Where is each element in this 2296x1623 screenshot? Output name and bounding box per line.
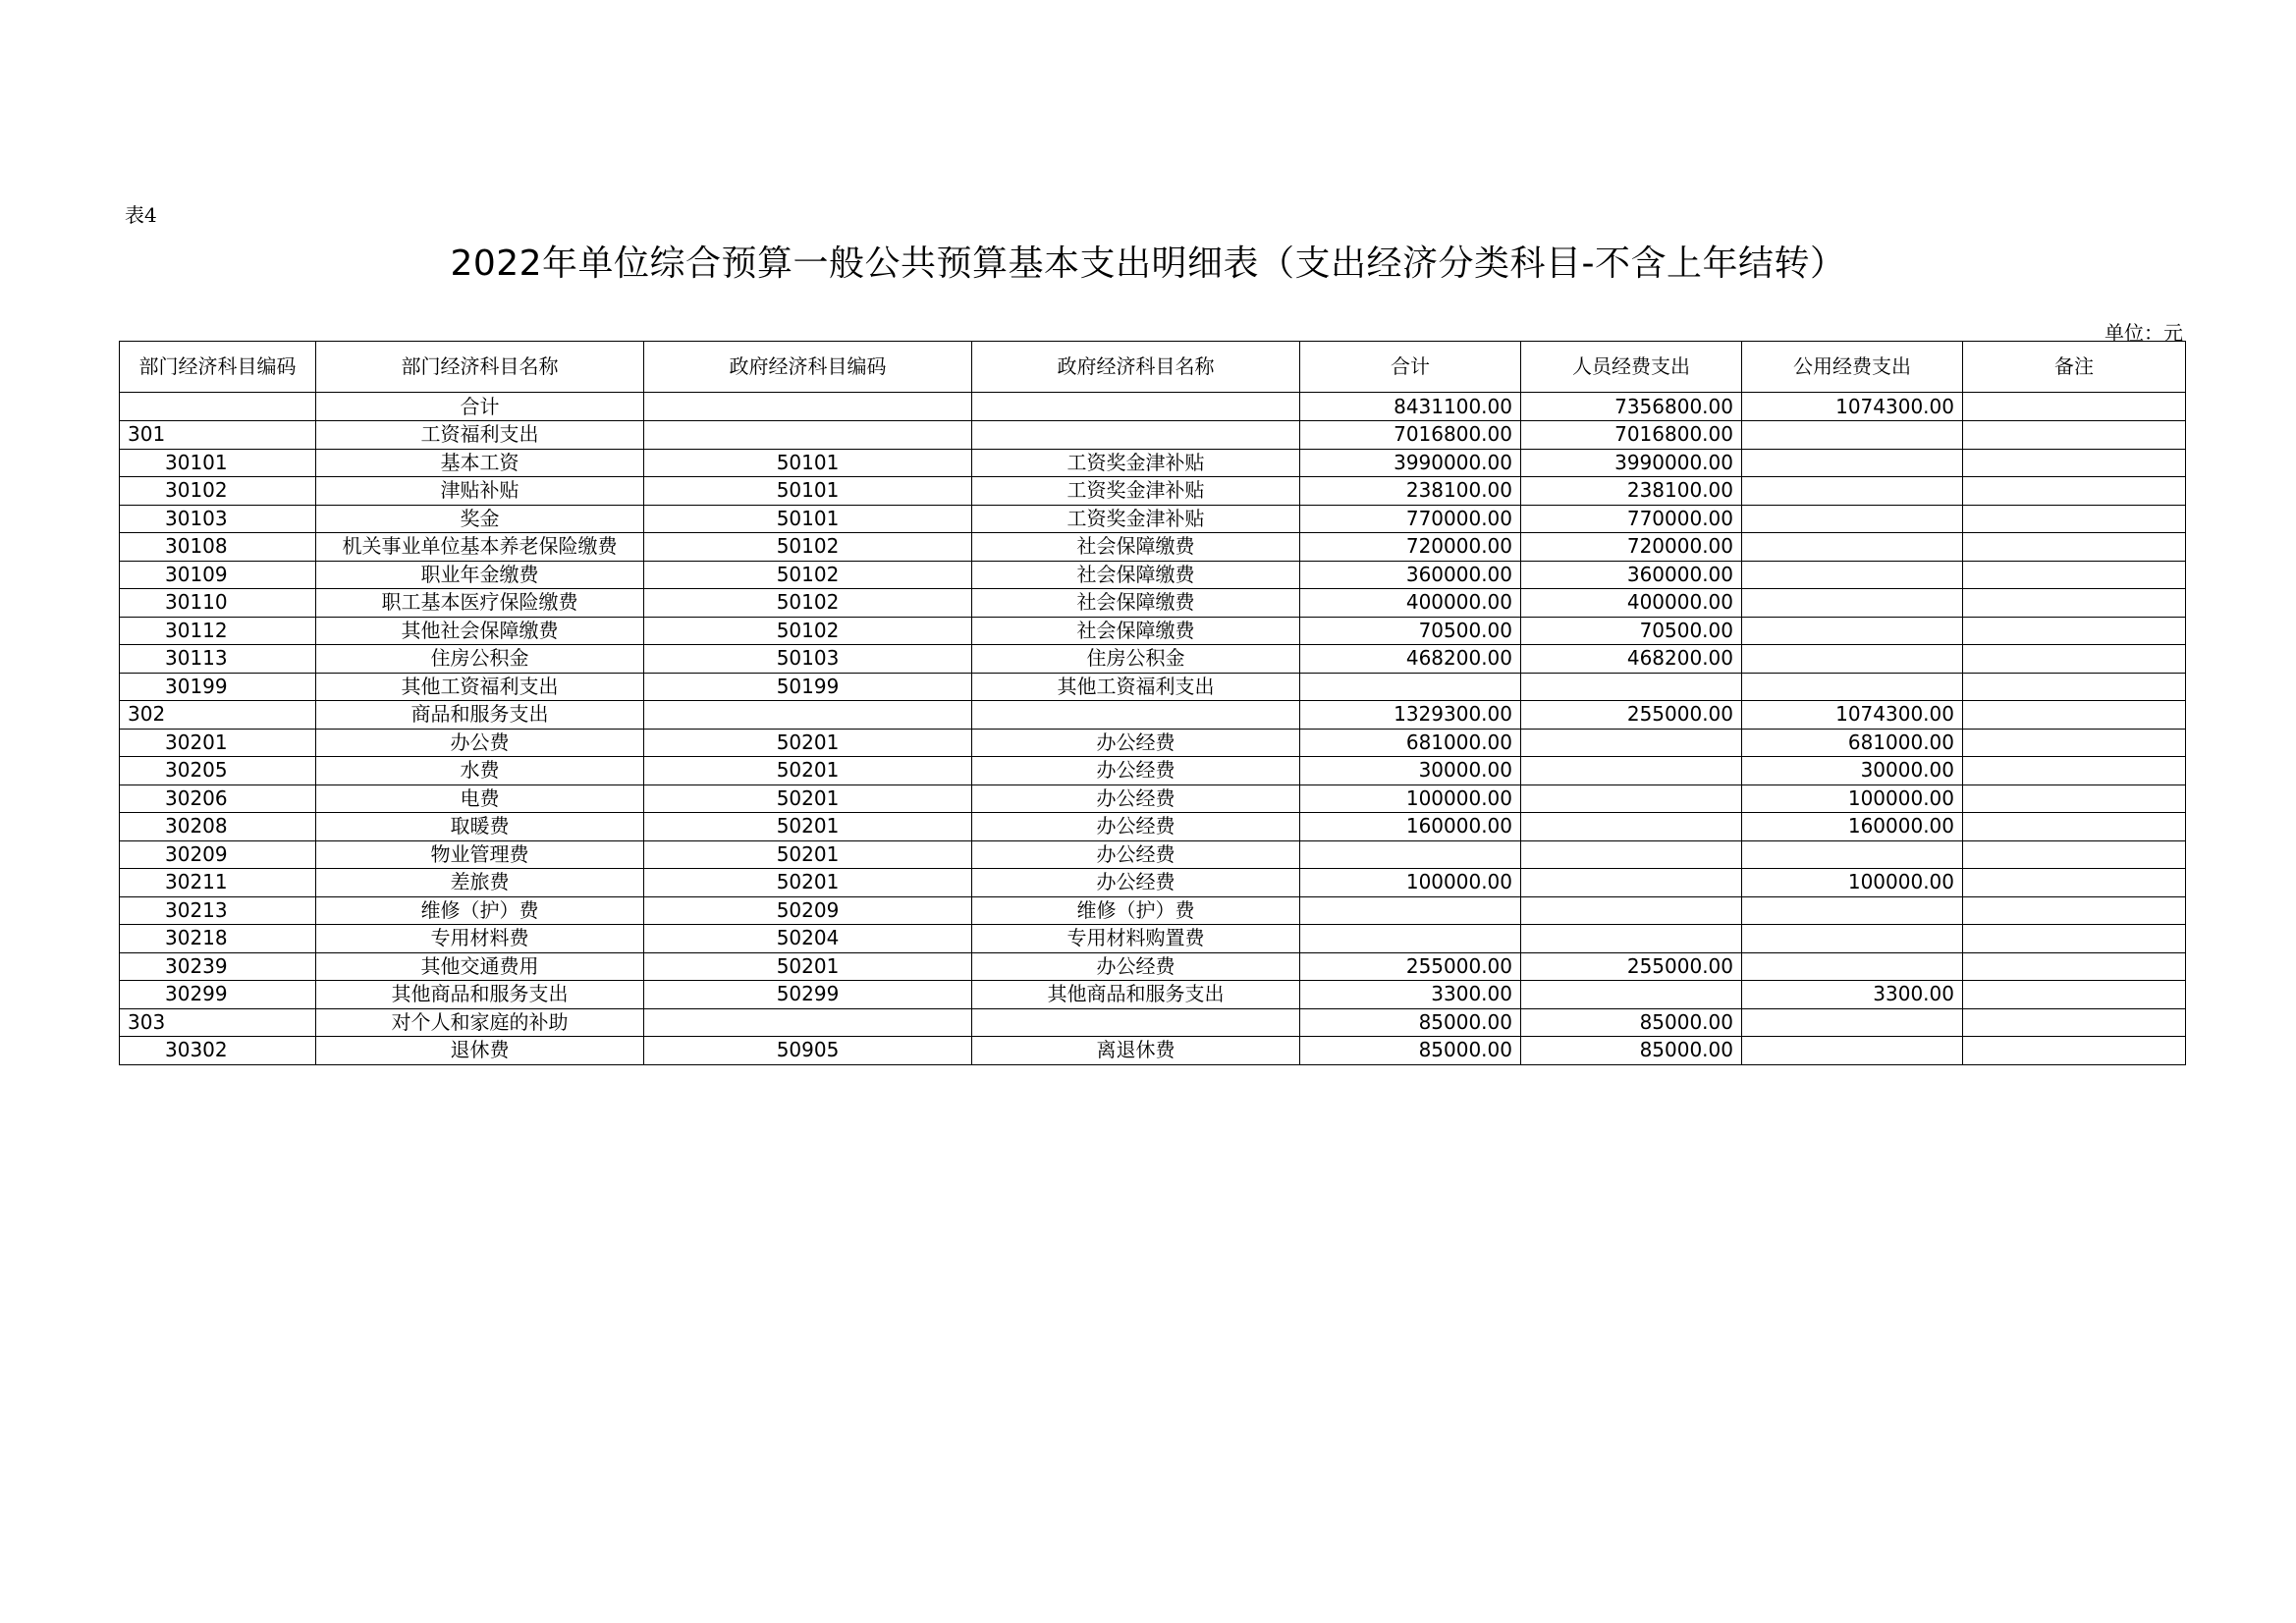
- cell-public: [1742, 533, 1963, 562]
- table-row: [120, 1037, 2186, 1065]
- cell-dept-name: 住房公积金: [316, 645, 644, 674]
- table-row: [120, 617, 2186, 645]
- cell-gov-code: [644, 421, 972, 450]
- cell-gov-code: 50102: [644, 533, 972, 562]
- cell-gov-name: 办公经费: [972, 840, 1300, 869]
- cell-gov-name: 住房公积金: [972, 645, 1300, 674]
- cell-public: [1742, 673, 1963, 701]
- cell-personnel: 255000.00: [1521, 701, 1742, 730]
- table-row: [120, 729, 2186, 757]
- table-row: [120, 477, 2186, 506]
- cell-gov-code: [644, 1008, 972, 1037]
- cell-total: [1300, 840, 1521, 869]
- cell-public: [1742, 505, 1963, 533]
- cell-gov-code: [644, 393, 972, 421]
- cell-personnel: 360000.00: [1521, 561, 1742, 589]
- cell-gov-code: 50101: [644, 449, 972, 477]
- cell-remark: [1963, 701, 2186, 730]
- cell-gov-code: 50102: [644, 561, 972, 589]
- cell-dept-name: 其他工资福利支出: [316, 673, 644, 701]
- cell-total: [1300, 925, 1521, 953]
- header-public: 公用经费支出: [1742, 342, 1963, 393]
- header-gov-code: 政府经济科目编码: [644, 342, 972, 393]
- cell-remark: [1963, 896, 2186, 925]
- table-body: [120, 393, 2186, 1065]
- cell-personnel: 770000.00: [1521, 505, 1742, 533]
- cell-personnel: 85000.00: [1521, 1037, 1742, 1065]
- cell-gov-name: 社会保障缴费: [972, 617, 1300, 645]
- table-row: [120, 533, 2186, 562]
- cell-dept-name: 取暖费: [316, 813, 644, 841]
- cell-personnel: 400000.00: [1521, 589, 1742, 618]
- cell-dept-code: 30103: [120, 505, 316, 533]
- table-row: [120, 952, 2186, 981]
- cell-dept-name: 办公费: [316, 729, 644, 757]
- cell-dept-code: 30208: [120, 813, 316, 841]
- cell-dept-name: 维修（护）费: [316, 896, 644, 925]
- table-row: [120, 813, 2186, 841]
- cell-dept-code: 30218: [120, 925, 316, 953]
- cell-total: 360000.00: [1300, 561, 1521, 589]
- cell-personnel: 7016800.00: [1521, 421, 1742, 450]
- cell-dept-name: 其他商品和服务支出: [316, 981, 644, 1009]
- cell-remark: [1963, 729, 2186, 757]
- table-row: [120, 896, 2186, 925]
- cell-gov-name: [972, 421, 1300, 450]
- cell-personnel: [1521, 729, 1742, 757]
- cell-total: [1300, 896, 1521, 925]
- cell-remark: [1963, 952, 2186, 981]
- cell-dept-code: 30205: [120, 757, 316, 785]
- cell-public: 1074300.00: [1742, 393, 1963, 421]
- cell-gov-name: 社会保障缴费: [972, 589, 1300, 618]
- cell-personnel: 255000.00: [1521, 952, 1742, 981]
- cell-gov-code: 50101: [644, 477, 972, 506]
- header-dept-name: 部门经济科目名称: [316, 342, 644, 393]
- cell-personnel: [1521, 757, 1742, 785]
- cell-gov-name: 工资奖金津补贴: [972, 477, 1300, 506]
- header-row: [120, 342, 2186, 393]
- table-row: [120, 925, 2186, 953]
- cell-dept-code: 30211: [120, 869, 316, 897]
- cell-personnel: [1521, 981, 1742, 1009]
- cell-total: 770000.00: [1300, 505, 1521, 533]
- cell-public: [1742, 589, 1963, 618]
- cell-remark: [1963, 505, 2186, 533]
- cell-public: [1742, 952, 1963, 981]
- cell-gov-code: [644, 701, 972, 730]
- cell-total: 160000.00: [1300, 813, 1521, 841]
- table-row: [120, 645, 2186, 674]
- cell-gov-code: 50103: [644, 645, 972, 674]
- header-dept-code: 部门经济科目编码: [120, 342, 316, 393]
- cell-gov-code: 50201: [644, 729, 972, 757]
- cell-dept-name: 基本工资: [316, 449, 644, 477]
- cell-gov-name: 其他工资福利支出: [972, 673, 1300, 701]
- cell-personnel: [1521, 869, 1742, 897]
- cell-personnel: [1521, 840, 1742, 869]
- cell-personnel: 85000.00: [1521, 1008, 1742, 1037]
- cell-dept-name: 机关事业单位基本养老保险缴费: [316, 533, 644, 562]
- header-remark: 备注: [1963, 342, 2186, 393]
- cell-remark: [1963, 757, 2186, 785]
- cell-gov-name: 办公经费: [972, 952, 1300, 981]
- cell-gov-code: 50204: [644, 925, 972, 953]
- cell-total: 255000.00: [1300, 952, 1521, 981]
- cell-gov-name: 办公经费: [972, 757, 1300, 785]
- cell-personnel: [1521, 925, 1742, 953]
- cell-dept-code: 30109: [120, 561, 316, 589]
- cell-gov-name: 办公经费: [972, 869, 1300, 897]
- cell-gov-name: 其他商品和服务支出: [972, 981, 1300, 1009]
- cell-gov-code: 50201: [644, 813, 972, 841]
- cell-public: 160000.00: [1742, 813, 1963, 841]
- cell-remark: [1963, 673, 2186, 701]
- cell-total: 238100.00: [1300, 477, 1521, 506]
- cell-remark: [1963, 925, 2186, 953]
- cell-dept-code: 301: [120, 421, 316, 450]
- cell-dept-name: 津贴补贴: [316, 477, 644, 506]
- cell-dept-code: 30108: [120, 533, 316, 562]
- cell-public: [1742, 421, 1963, 450]
- cell-dept-name: 退休费: [316, 1037, 644, 1065]
- cell-remark: [1963, 784, 2186, 813]
- header-personnel: 人员经费支出: [1521, 342, 1742, 393]
- cell-dept-name: 商品和服务支出: [316, 701, 644, 730]
- cell-dept-code: 30302: [120, 1037, 316, 1065]
- table-row: [120, 1008, 2186, 1037]
- cell-total: 3300.00: [1300, 981, 1521, 1009]
- cell-dept-name: 电费: [316, 784, 644, 813]
- cell-personnel: 70500.00: [1521, 617, 1742, 645]
- cell-total: 681000.00: [1300, 729, 1521, 757]
- cell-gov-code: 50299: [644, 981, 972, 1009]
- table-row: [120, 840, 2186, 869]
- cell-public: [1742, 449, 1963, 477]
- cell-dept-code: 30199: [120, 673, 316, 701]
- budget-table: [119, 341, 2186, 1065]
- table-row: [120, 393, 2186, 421]
- cell-gov-name: 社会保障缴费: [972, 561, 1300, 589]
- cell-dept-code: 30113: [120, 645, 316, 674]
- cell-dept-code: 303: [120, 1008, 316, 1037]
- cell-remark: [1963, 869, 2186, 897]
- cell-gov-name: 办公经费: [972, 813, 1300, 841]
- cell-personnel: [1521, 673, 1742, 701]
- cell-gov-name: [972, 393, 1300, 421]
- cell-gov-code: 50101: [644, 505, 972, 533]
- cell-dept-name: 其他社会保障缴费: [316, 617, 644, 645]
- cell-remark: [1963, 1037, 2186, 1065]
- cell-dept-code: 30239: [120, 952, 316, 981]
- cell-gov-code: 50201: [644, 869, 972, 897]
- table-row: [120, 701, 2186, 730]
- cell-gov-name: 工资奖金津补贴: [972, 449, 1300, 477]
- cell-personnel: 720000.00: [1521, 533, 1742, 562]
- table-row: [120, 673, 2186, 701]
- table-row: [120, 981, 2186, 1009]
- cell-dept-name: 物业管理费: [316, 840, 644, 869]
- cell-gov-name: 办公经费: [972, 784, 1300, 813]
- cell-dept-name: 职业年金缴费: [316, 561, 644, 589]
- cell-dept-code: 30201: [120, 729, 316, 757]
- unit-label: 单位：元: [2105, 321, 2183, 345]
- cell-public: [1742, 1037, 1963, 1065]
- cell-dept-code: [120, 393, 316, 421]
- cell-remark: [1963, 477, 2186, 506]
- cell-dept-name: 工资福利支出: [316, 421, 644, 450]
- table-row: [120, 421, 2186, 450]
- cell-gov-name: 办公经费: [972, 729, 1300, 757]
- cell-gov-code: 50201: [644, 784, 972, 813]
- cell-total: 8431100.00: [1300, 393, 1521, 421]
- cell-remark: [1963, 1008, 2186, 1037]
- cell-personnel: [1521, 784, 1742, 813]
- cell-public: 681000.00: [1742, 729, 1963, 757]
- cell-remark: [1963, 981, 2186, 1009]
- cell-dept-name: 水费: [316, 757, 644, 785]
- cell-gov-name: 维修（护）费: [972, 896, 1300, 925]
- cell-dept-code: 30213: [120, 896, 316, 925]
- cell-total: 3990000.00: [1300, 449, 1521, 477]
- table-row: [120, 784, 2186, 813]
- cell-public: 100000.00: [1742, 869, 1963, 897]
- cell-dept-name: 对个人和家庭的补助: [316, 1008, 644, 1037]
- cell-remark: [1963, 421, 2186, 450]
- cell-total: 7016800.00: [1300, 421, 1521, 450]
- cell-gov-name: 离退休费: [972, 1037, 1300, 1065]
- cell-total: 85000.00: [1300, 1008, 1521, 1037]
- cell-gov-name: [972, 701, 1300, 730]
- cell-gov-name: 工资奖金津补贴: [972, 505, 1300, 533]
- cell-public: [1742, 840, 1963, 869]
- cell-personnel: [1521, 896, 1742, 925]
- cell-dept-name: 其他交通费用: [316, 952, 644, 981]
- cell-public: [1742, 896, 1963, 925]
- cell-public: 30000.00: [1742, 757, 1963, 785]
- cell-remark: [1963, 533, 2186, 562]
- cell-public: [1742, 561, 1963, 589]
- cell-total: 720000.00: [1300, 533, 1521, 562]
- cell-dept-code: 30110: [120, 589, 316, 618]
- cell-personnel: 7356800.00: [1521, 393, 1742, 421]
- cell-public: 100000.00: [1742, 784, 1963, 813]
- cell-gov-code: 50102: [644, 617, 972, 645]
- cell-dept-name: 专用材料费: [316, 925, 644, 953]
- cell-total: 100000.00: [1300, 869, 1521, 897]
- cell-dept-code: 30209: [120, 840, 316, 869]
- cell-total: 30000.00: [1300, 757, 1521, 785]
- cell-remark: [1963, 645, 2186, 674]
- cell-dept-name: 奖金: [316, 505, 644, 533]
- cell-total: [1300, 673, 1521, 701]
- table-row: [120, 757, 2186, 785]
- cell-gov-code: 50102: [644, 589, 972, 618]
- cell-total: 400000.00: [1300, 589, 1521, 618]
- cell-remark: [1963, 840, 2186, 869]
- cell-personnel: [1521, 813, 1742, 841]
- table-row: [120, 505, 2186, 533]
- cell-dept-code: 302: [120, 701, 316, 730]
- cell-gov-code: 50209: [644, 896, 972, 925]
- cell-dept-name: 合计: [316, 393, 644, 421]
- table-row: [120, 449, 2186, 477]
- cell-gov-code: 50201: [644, 952, 972, 981]
- cell-gov-code: 50201: [644, 840, 972, 869]
- cell-dept-code: 30101: [120, 449, 316, 477]
- table-row: [120, 589, 2186, 618]
- cell-public: [1742, 1008, 1963, 1037]
- cell-public: [1742, 477, 1963, 506]
- cell-dept-code: 30102: [120, 477, 316, 506]
- cell-gov-name: [972, 1008, 1300, 1037]
- cell-dept-code: 30112: [120, 617, 316, 645]
- cell-personnel: 468200.00: [1521, 645, 1742, 674]
- cell-remark: [1963, 561, 2186, 589]
- cell-personnel: 238100.00: [1521, 477, 1742, 506]
- cell-gov-name: 专用材料购置费: [972, 925, 1300, 953]
- cell-remark: [1963, 589, 2186, 618]
- cell-public: 1074300.00: [1742, 701, 1963, 730]
- cell-public: 3300.00: [1742, 981, 1963, 1009]
- cell-dept-name: 差旅费: [316, 869, 644, 897]
- cell-gov-code: 50905: [644, 1037, 972, 1065]
- page-title: 2022年单位综合预算一般公共预算基本支出明细表（支出经济分类科目-不含上年结转）: [450, 243, 1846, 284]
- cell-public: [1742, 617, 1963, 645]
- header-total: 合计: [1300, 342, 1521, 393]
- cell-remark: [1963, 617, 2186, 645]
- header-gov-name: 政府经济科目名称: [972, 342, 1300, 393]
- cell-total: 70500.00: [1300, 617, 1521, 645]
- cell-public: [1742, 645, 1963, 674]
- cell-gov-code: 50201: [644, 757, 972, 785]
- cell-public: [1742, 925, 1963, 953]
- cell-total: 100000.00: [1300, 784, 1521, 813]
- cell-remark: [1963, 813, 2186, 841]
- cell-remark: [1963, 449, 2186, 477]
- cell-remark: [1963, 393, 2186, 421]
- table-row: [120, 869, 2186, 897]
- cell-total: 468200.00: [1300, 645, 1521, 674]
- table-row: [120, 561, 2186, 589]
- cell-gov-code: 50199: [644, 673, 972, 701]
- cell-dept-code: 30299: [120, 981, 316, 1009]
- cell-total: 85000.00: [1300, 1037, 1521, 1065]
- cell-total: 1329300.00: [1300, 701, 1521, 730]
- table-header: [120, 342, 2186, 393]
- cell-gov-name: 社会保障缴费: [972, 533, 1300, 562]
- table-number-label: 表4: [125, 203, 157, 227]
- cell-dept-name: 职工基本医疗保险缴费: [316, 589, 644, 618]
- cell-dept-code: 30206: [120, 784, 316, 813]
- cell-personnel: 3990000.00: [1521, 449, 1742, 477]
